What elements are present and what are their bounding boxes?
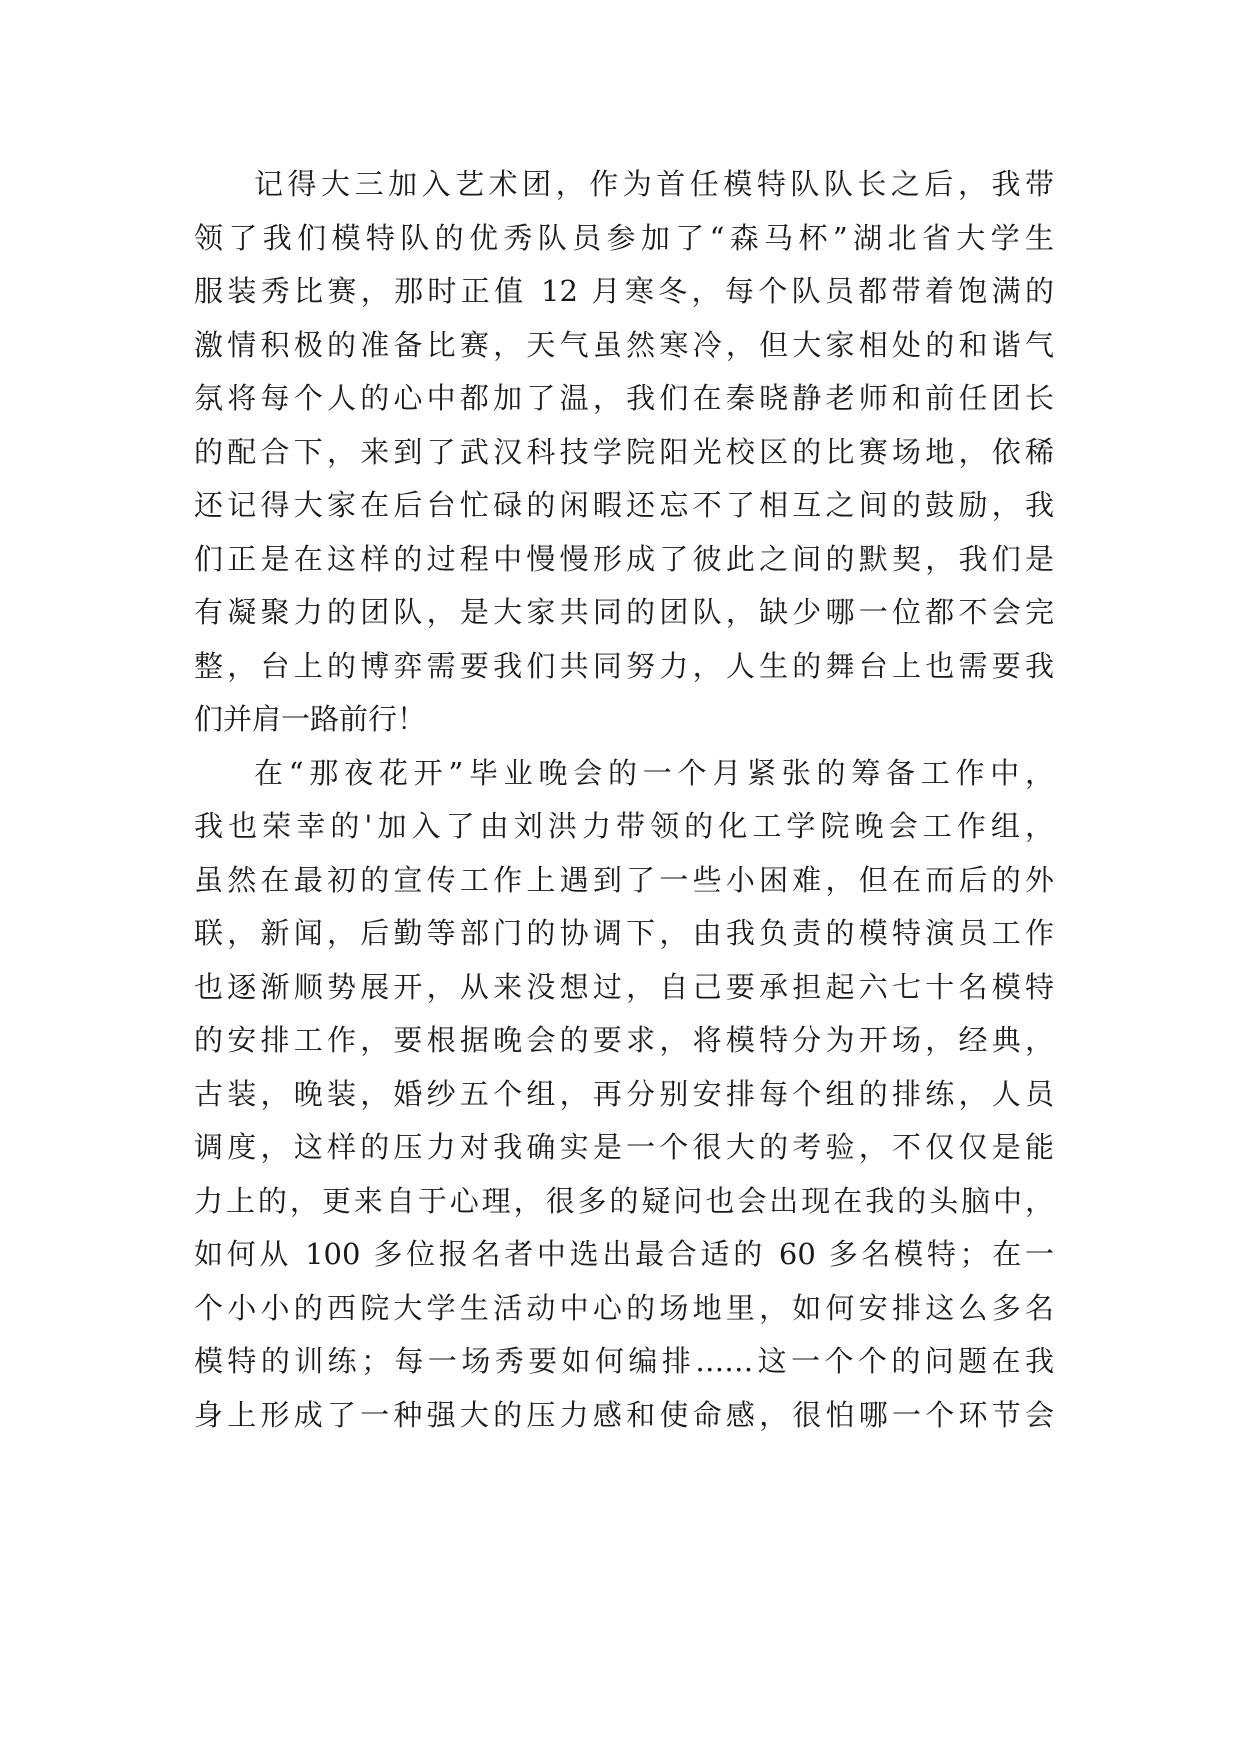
text-line: 领了我们模特队的优秀队员参加了“森马杯”湖北省大学生: [194, 220, 1054, 255]
text-line: 虽然在最初的宣传工作上遇到了一些小困难，但在而后的外: [194, 862, 1054, 897]
text-line: 身上形成了一种强大的压力感和使命感，很怕哪一个环节会: [194, 1397, 1054, 1432]
text-line: 整，台上的博弈需要我们共同努力，人生的舞台上也需要我: [194, 648, 1054, 683]
text-line: 我也荣幸的'加入了由刘洪力带领的化工学院晚会工作组，: [194, 809, 1054, 843]
text-line: 记得大三加入艺术团，作为首任模特队队长之后，我带: [254, 167, 1054, 201]
text-line: 古装，晚装，婚纱五个组，再分别安排每个组的排练，人员: [194, 1076, 1054, 1111]
text-line: 的配合下，来到了武汉科技学院阳光校区的比赛场地，依稀: [194, 434, 1054, 469]
document-body: [194, 158, 1054, 1442]
text-line: 力上的，更来自于心理，很多的疑问也会出现在我的头脑中，: [194, 1183, 1054, 1218]
paragraph-2: [194, 747, 1054, 1443]
text-line: 模特的训练；每一场秀要如何编排……这一个个的问题在我: [194, 1344, 1054, 1378]
text-line: 联，新闻，后勤等部门的协调下，由我负责的模特演员工作: [194, 916, 1054, 950]
text-line: 个小小的西院大学生活动中心的场地里，如何安排这么多名: [194, 1290, 1054, 1325]
paragraph-1: [194, 158, 1054, 747]
text-line: 氛将每个人的心中都加了温，我们在秦晓静老师和前任团长: [194, 381, 1054, 415]
text-line: 们并肩一路前行！: [194, 702, 427, 736]
text-line: 有凝聚力的团队，是大家共同的团队，缺少哪一位都不会完: [194, 595, 1054, 629]
text-line: 激情积极的准备比赛，天气虽然寒冷，但大家相处的和谐气: [194, 327, 1054, 362]
text-line: 们正是在这样的过程中慢慢形成了彼此之间的默契，我们是: [194, 541, 1054, 576]
text-line: 还记得大家在后台忙碌的闲暇还忘不了相互之间的鼓励，我: [194, 488, 1054, 522]
text-line: 服装秀比赛，那时正值 12 月寒冬，每个队员都带着饱满的: [194, 274, 1054, 308]
text-line: 在“那夜花开”毕业晚会的一个月紧张的筹备工作中，: [254, 755, 1054, 790]
text-line: 调度，这样的压力对我确实是一个很大的考验，不仅仅是能: [194, 1130, 1054, 1164]
text-line: 也逐渐顺势展开，从来没想过，自己要承担起六七十名模特: [194, 969, 1054, 1004]
text-line: 的安排工作，要根据晚会的要求，将模特分为开场，经典，: [194, 1023, 1054, 1057]
text-line: 如何从 100 多位报名者中选出最合适的 60 多名模特；在一: [194, 1237, 1054, 1271]
